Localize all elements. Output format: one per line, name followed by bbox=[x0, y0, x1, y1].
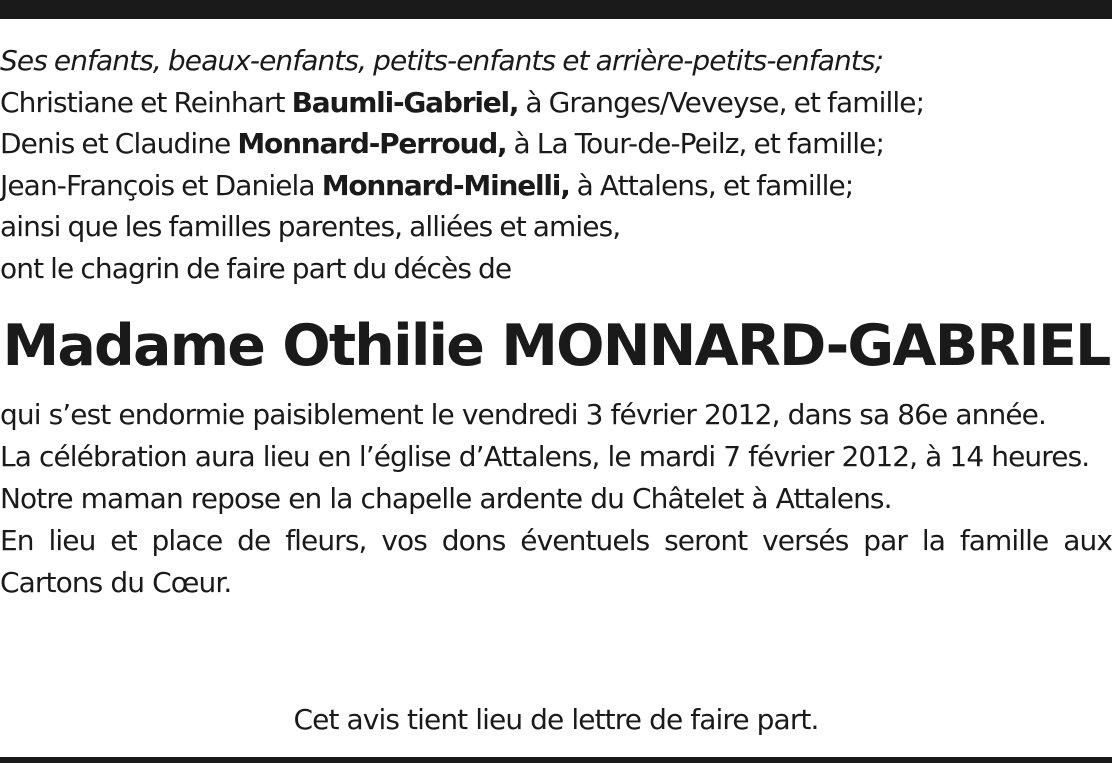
ceremony-paragraph: La célébration aura lieu en l’église d’Attalens, le mardi 7 février 2012, à 14 heures. bbox=[0, 440, 1090, 473]
passing-paragraph: qui s’est endormie paisiblement le vendredi 3 février 2012, dans sa 86e année. bbox=[0, 398, 1046, 431]
family-intro: Ses enfants, beaux-enfants, petits-enfants et arrière-petits-enfants; bbox=[0, 44, 884, 77]
family-list bbox=[0, 40, 1112, 290]
family-announce: ont le chagrin de faire part du décès de bbox=[0, 251, 512, 285]
family-member-baumli bbox=[0, 82, 1112, 124]
member-first-names: Jean-François et Daniela bbox=[0, 168, 322, 202]
top-rule bbox=[0, 0, 1112, 19]
member-first-names: Denis et Claudine bbox=[0, 127, 238, 161]
member-surname: Baumli-Gabriel, bbox=[291, 85, 519, 119]
family-member-monnard-perroud bbox=[0, 123, 1112, 165]
chapel-paragraph: Notre maman repose en la chapelle ardente du Châtelet à Attalens. bbox=[0, 482, 892, 515]
donations-paragraph: En lieu et place de fleurs, vos dons éventuels seront versés par la famille aux Cartons du Cœur. bbox=[0, 524, 1112, 599]
obituary-body bbox=[0, 394, 1112, 604]
member-surname: Monnard-Minelli, bbox=[321, 168, 570, 202]
member-surname: Monnard-Perroud, bbox=[237, 127, 507, 161]
member-location: à Attalens, et famille; bbox=[569, 168, 854, 202]
deceased-name: Madame Othilie MONNARD-GABRIEL bbox=[2, 313, 1110, 379]
member-location: à Granges/Veveyse, et famille; bbox=[518, 85, 925, 119]
closing-note: Cet avis tient lieu de lettre de faire part. bbox=[293, 703, 819, 736]
bottom-rule bbox=[0, 757, 1112, 763]
family-member-monnard-minelli bbox=[0, 165, 1112, 207]
family-relatives: ainsi que les familles parentes, alliées et amies, bbox=[0, 210, 621, 244]
member-first-names: Christiane et Reinhart bbox=[0, 85, 292, 119]
member-location: à La Tour-de-Peilz, et famille; bbox=[506, 127, 885, 161]
